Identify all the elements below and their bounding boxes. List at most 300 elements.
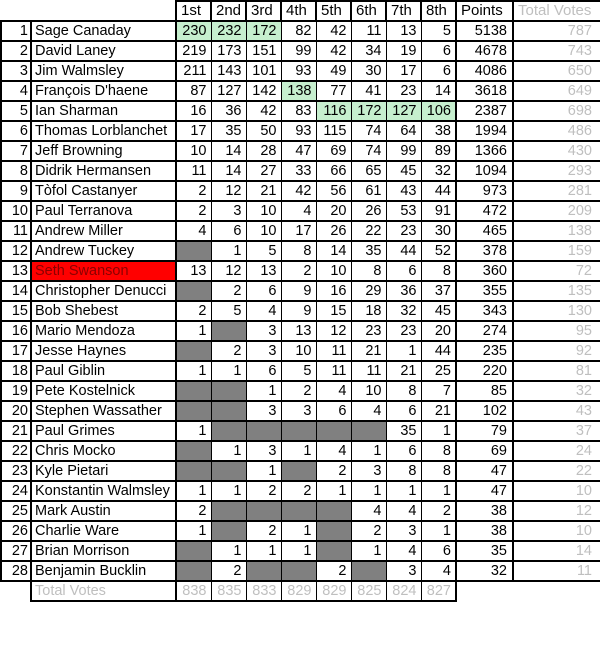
points-cell: 4678 [456,41,513,61]
vote-count-cell: 2 [246,481,281,501]
vote-count-cell: 1 [211,481,246,501]
vote-count-cell: 14 [211,141,246,161]
column-header-4th: 4th [281,1,316,21]
vote-count-cell: 25 [421,361,456,381]
vote-count-cell: 32 [386,301,421,321]
vote-count-cell: 6 [421,61,456,81]
total-votes-cell: 11 [513,561,600,581]
column-total-cell: 835 [211,581,246,601]
table-row [1,221,600,241]
footer-blank [513,581,600,601]
rank-cell: 18 [1,361,31,381]
table-row [1,461,600,481]
vote-count-cell: 6 [386,261,421,281]
total-votes-cell: 24 [513,441,600,461]
points-cell: 235 [456,341,513,361]
no-vote-gray-cell [211,521,246,541]
column-header-7th: 7th [386,1,421,21]
rank-cell: 23 [1,461,31,481]
header-corner-blank [1,1,176,21]
vote-count-cell: 12 [316,321,351,341]
vote-count-cell: 14 [211,161,246,181]
vote-count-cell: 142 [246,81,281,101]
vote-count-cell: 6 [386,401,421,421]
vote-count-cell: 3 [281,401,316,421]
vote-count-cell: 127 [211,81,246,101]
vote-count-cell: 5 [211,301,246,321]
vote-count-cell: 74 [351,141,386,161]
vote-count-cell: 9 [281,301,316,321]
vote-count-cell: 2 [316,561,351,581]
no-vote-gray-cell [351,421,386,441]
points-cell: 102 [456,401,513,421]
vote-count-cell: 4 [316,441,351,461]
footer-blank [456,581,513,601]
points-cell: 69 [456,441,513,461]
vote-count-cell: 13 [246,261,281,281]
no-vote-gray-cell [246,561,281,581]
total-votes-cell: 10 [513,481,600,501]
vote-count-cell-green-highlight: 138 [281,81,316,101]
points-cell: 38 [456,521,513,541]
total-votes-cell: 138 [513,221,600,241]
vote-count-cell: 151 [246,41,281,61]
table-row [1,161,600,181]
vote-count-cell: 6 [386,441,421,461]
vote-count-cell: 1 [176,521,211,541]
vote-count-cell: 45 [386,161,421,181]
vote-count-cell: 45 [421,301,456,321]
column-total-cell: 825 [351,581,386,601]
points-cell: 47 [456,461,513,481]
rank-cell: 6 [1,121,31,141]
vote-count-cell: 219 [176,41,211,61]
no-vote-gray-cell [176,281,211,301]
vote-count-cell: 1 [421,421,456,441]
vote-count-cell: 173 [211,41,246,61]
name-cell: Jim Walmsley [31,61,176,81]
table-row [1,361,600,381]
table-row [1,481,600,501]
name-cell: Thomas Lorblanchet [31,121,176,141]
vote-count-cell: 56 [316,181,351,201]
vote-count-cell: 12 [211,261,246,281]
vote-count-cell: 13 [386,21,421,41]
vote-count-cell: 43 [386,181,421,201]
rank-cell: 8 [1,161,31,181]
vote-count-cell: 11 [176,161,211,181]
rank-cell: 21 [1,421,31,441]
vote-count-cell: 93 [281,121,316,141]
column-header-2nd: 2nd [211,1,246,21]
rank-cell: 7 [1,141,31,161]
no-vote-gray-cell [281,501,316,521]
vote-count-cell: 8 [421,441,456,461]
table-row [1,521,600,541]
rank-cell: 12 [1,241,31,261]
vote-count-cell: 23 [386,321,421,341]
vote-count-cell: 34 [351,41,386,61]
vote-count-cell: 61 [351,181,386,201]
vote-count-cell: 22 [351,221,386,241]
name-cell: Didrik Hermansen [31,161,176,181]
total-votes-cell: 281 [513,181,600,201]
vote-count-cell: 17 [281,221,316,241]
vote-count-cell: 99 [281,41,316,61]
points-cell: 4086 [456,61,513,81]
vote-count-cell: 1 [176,421,211,441]
points-cell: 85 [456,381,513,401]
vote-count-cell: 7 [421,381,456,401]
no-vote-gray-cell [281,421,316,441]
vote-count-cell: 11 [316,341,351,361]
table-row [1,561,600,581]
vote-count-cell: 10 [176,141,211,161]
table-row [1,321,600,341]
vote-count-cell: 115 [316,121,351,141]
vote-count-cell: 87 [176,81,211,101]
column-total-cell: 829 [281,581,316,601]
no-vote-gray-cell [211,321,246,341]
vote-count-cell: 6 [421,41,456,61]
total-votes-cell: 130 [513,301,600,321]
rank-cell: 24 [1,481,31,501]
vote-count-cell: 2 [176,501,211,521]
vote-count-cell: 66 [316,161,351,181]
no-vote-gray-cell [316,521,351,541]
vote-count-cell-green-highlight: 172 [351,101,386,121]
total-votes-cell: 32 [513,381,600,401]
column-header-8th: 8th [421,1,456,21]
no-vote-gray-cell [316,541,351,561]
vote-count-cell: 8 [421,261,456,281]
points-cell: 3618 [456,81,513,101]
total-votes-cell: 72 [513,261,600,281]
name-cell: Stephen Wassather [31,401,176,421]
vote-count-cell: 1 [316,481,351,501]
vote-count-cell: 21 [386,361,421,381]
vote-count-cell: 1 [281,521,316,541]
vote-count-cell: 6 [211,221,246,241]
vote-count-cell: 33 [281,161,316,181]
table-row [1,201,600,221]
total-votes-cell: 95 [513,321,600,341]
vote-count-cell: 53 [386,201,421,221]
vote-count-cell: 18 [351,301,386,321]
total-votes-cell: 14 [513,541,600,561]
points-cell: 472 [456,201,513,221]
rank-cell: 14 [1,281,31,301]
total-votes-cell: 486 [513,121,600,141]
points-cell: 274 [456,321,513,341]
vote-count-cell: 74 [351,121,386,141]
vote-count-cell: 1 [281,541,316,561]
total-votes-cell: 10 [513,521,600,541]
vote-count-cell-green-highlight: 127 [386,101,421,121]
vote-count-cell: 2 [246,521,281,541]
vote-count-cell: 3 [246,321,281,341]
no-vote-gray-cell [281,561,316,581]
vote-count-cell: 26 [316,221,351,241]
table-row [1,421,600,441]
vote-count-cell: 1 [351,541,386,561]
vote-count-cell-green-highlight: 116 [316,101,351,121]
vote-count-cell: 3 [246,401,281,421]
name-cell: Sage Canaday [31,21,176,41]
table-row [1,21,600,41]
vote-count-cell: 5 [281,361,316,381]
vote-count-cell: 9 [281,281,316,301]
vote-count-cell: 11 [351,361,386,381]
rank-cell: 15 [1,301,31,321]
name-cell: Jesse Haynes [31,341,176,361]
no-vote-gray-cell [176,381,211,401]
vote-count-cell: 41 [351,81,386,101]
vote-count-cell: 5 [246,241,281,261]
name-cell: Christopher Denucci [31,281,176,301]
vote-count-cell: 143 [211,61,246,81]
points-cell: 38 [456,501,513,521]
name-cell: Chris Mocko [31,441,176,461]
table-row [1,81,600,101]
vote-count-cell: 99 [386,141,421,161]
vote-count-cell: 16 [316,281,351,301]
vote-count-cell: 27 [246,161,281,181]
total-votes-cell: 430 [513,141,600,161]
vote-count-cell: 17 [386,61,421,81]
total-votes-cell: 787 [513,21,600,41]
vote-count-cell: 37 [421,281,456,301]
vote-count-cell: 10 [316,261,351,281]
vote-count-cell: 1 [386,341,421,361]
vote-count-cell: 10 [246,221,281,241]
total-votes-cell: 37 [513,421,600,441]
rank-cell: 16 [1,321,31,341]
rank-cell: 17 [1,341,31,361]
vote-count-cell: 17 [176,121,211,141]
vote-count-cell: 3 [246,441,281,461]
vote-count-cell: 4 [386,541,421,561]
name-cell-red-highlight: Seth Swanson [31,261,176,281]
vote-count-cell: 65 [351,161,386,181]
total-votes-cell: 22 [513,461,600,481]
vote-count-cell: 15 [316,301,351,321]
no-vote-gray-cell [176,241,211,261]
vote-count-cell: 52 [421,241,456,261]
vote-count-cell: 2 [211,341,246,361]
vote-count-cell: 4 [386,501,421,521]
table-row [1,261,600,281]
total-votes-cell: 92 [513,341,600,361]
vote-count-cell: 35 [211,121,246,141]
vote-count-cell: 1 [246,381,281,401]
total-votes-cell: 650 [513,61,600,81]
vote-count-cell: 11 [351,21,386,41]
column-total-cell: 827 [421,581,456,601]
vote-count-cell: 30 [421,221,456,241]
rank-cell: 25 [1,501,31,521]
points-cell: 5138 [456,21,513,41]
points-cell: 378 [456,241,513,261]
name-cell: Andrew Miller [31,221,176,241]
vote-count-cell: 20 [316,201,351,221]
vote-count-cell: 2 [281,261,316,281]
no-vote-gray-cell [176,561,211,581]
name-cell: Jeff Browning [31,141,176,161]
total-votes-cell: 135 [513,281,600,301]
name-cell: Konstantin Walmsley [31,481,176,501]
no-vote-gray-cell [211,461,246,481]
vote-count-cell: 12 [211,181,246,201]
no-vote-gray-cell [176,401,211,421]
table-row [1,341,600,361]
vote-count-cell: 2 [281,481,316,501]
vote-count-cell: 4 [281,201,316,221]
vote-count-cell: 36 [211,101,246,121]
vote-count-cell: 8 [386,381,421,401]
no-vote-gray-cell [211,501,246,521]
vote-count-cell: 82 [281,21,316,41]
vote-count-cell: 64 [386,121,421,141]
total-votes-cell: 43 [513,401,600,421]
name-cell: Paul Terranova [31,201,176,221]
vote-count-cell-green-highlight: 106 [421,101,456,121]
vote-count-cell: 42 [316,41,351,61]
footer-total-votes-label: Total Votes [31,581,176,601]
header-row [1,1,600,21]
table-row [1,381,600,401]
total-votes-cell: 12 [513,501,600,521]
total-votes-cell: 209 [513,201,600,221]
vote-count-cell: 21 [421,401,456,421]
vote-count-cell: 42 [316,21,351,41]
vote-count-cell: 2 [211,281,246,301]
points-cell: 79 [456,421,513,441]
vote-count-cell: 26 [351,201,386,221]
vote-count-cell: 3 [211,201,246,221]
vote-count-cell: 35 [386,421,421,441]
table-row [1,101,600,121]
no-vote-gray-cell [211,381,246,401]
name-cell: Andrew Tuckey [31,241,176,261]
table-row [1,501,600,521]
vote-count-cell: 38 [421,121,456,141]
table-row [1,541,600,561]
vote-count-cell: 11 [316,361,351,381]
vote-count-cell: 101 [246,61,281,81]
points-cell: 1994 [456,121,513,141]
vote-count-cell: 4 [176,221,211,241]
name-cell: Charlie Ware [31,521,176,541]
no-vote-gray-cell [351,561,386,581]
vote-count-cell: 2 [351,521,386,541]
rank-cell: 13 [1,261,31,281]
vote-count-cell: 5 [421,21,456,41]
points-cell: 343 [456,301,513,321]
vote-count-cell: 19 [386,41,421,61]
no-vote-gray-cell [211,401,246,421]
vote-count-cell: 83 [281,101,316,121]
vote-count-cell: 1 [246,461,281,481]
rank-cell: 19 [1,381,31,401]
vote-count-cell: 3 [386,521,421,541]
vote-count-cell: 93 [281,61,316,81]
rank-cell: 27 [1,541,31,561]
vote-count-cell: 89 [421,141,456,161]
vote-count-cell: 44 [386,241,421,261]
vote-count-cell: 1 [246,541,281,561]
vote-count-cell: 6 [316,401,351,421]
vote-count-cell: 35 [351,241,386,261]
vote-count-cell: 1 [176,361,211,381]
table-row [1,281,600,301]
column-total-cell: 833 [246,581,281,601]
vote-count-cell: 6 [246,281,281,301]
name-cell: Ian Sharman [31,101,176,121]
vote-count-cell: 3 [386,561,421,581]
vote-count-cell: 23 [386,81,421,101]
name-cell: Pete Kostelnick [31,381,176,401]
vote-count-cell: 14 [316,241,351,261]
vote-count-cell: 28 [246,141,281,161]
vote-count-cell: 23 [386,221,421,241]
vote-count-cell: 2 [176,301,211,321]
total-votes-cell: 698 [513,101,600,121]
vote-count-cell-green-highlight: 232 [211,21,246,41]
rank-cell: 20 [1,401,31,421]
vote-count-cell: 49 [316,61,351,81]
name-cell: Paul Grimes [31,421,176,441]
vote-count-cell: 2 [281,381,316,401]
table-row [1,301,600,321]
no-vote-gray-cell [176,441,211,461]
vote-count-cell: 13 [281,321,316,341]
points-cell: 32 [456,561,513,581]
vote-count-cell: 1 [421,481,456,501]
total-votes-cell: 293 [513,161,600,181]
column-header-5th: 5th [316,1,351,21]
points-cell: 465 [456,221,513,241]
table-row [1,441,600,461]
name-cell: Kyle Pietari [31,461,176,481]
vote-count-cell: 91 [421,201,456,221]
rank-cell: 26 [1,521,31,541]
vote-count-cell: 30 [351,61,386,81]
vote-count-cell: 69 [316,141,351,161]
vote-count-cell: 1 [351,441,386,461]
no-vote-gray-cell [281,461,316,481]
vote-count-cell: 1 [386,481,421,501]
vote-count-cell: 4 [316,381,351,401]
vote-count-cell: 1 [176,481,211,501]
name-cell: Benjamin Bucklin [31,561,176,581]
vote-count-cell: 20 [421,321,456,341]
name-cell: Bob Shebest [31,301,176,321]
points-cell: 1094 [456,161,513,181]
vote-count-cell: 32 [421,161,456,181]
no-vote-gray-cell [316,501,351,521]
rank-cell: 10 [1,201,31,221]
name-cell: Mark Austin [31,501,176,521]
column-total-cell: 829 [316,581,351,601]
column-header-total-votes: Total Votes [513,1,600,21]
no-vote-gray-cell [176,341,211,361]
vote-count-cell-green-highlight: 172 [246,21,281,41]
vote-count-cell: 10 [246,201,281,221]
vote-count-cell-green-highlight: 230 [176,21,211,41]
points-cell: 1366 [456,141,513,161]
vote-count-cell: 4 [351,401,386,421]
